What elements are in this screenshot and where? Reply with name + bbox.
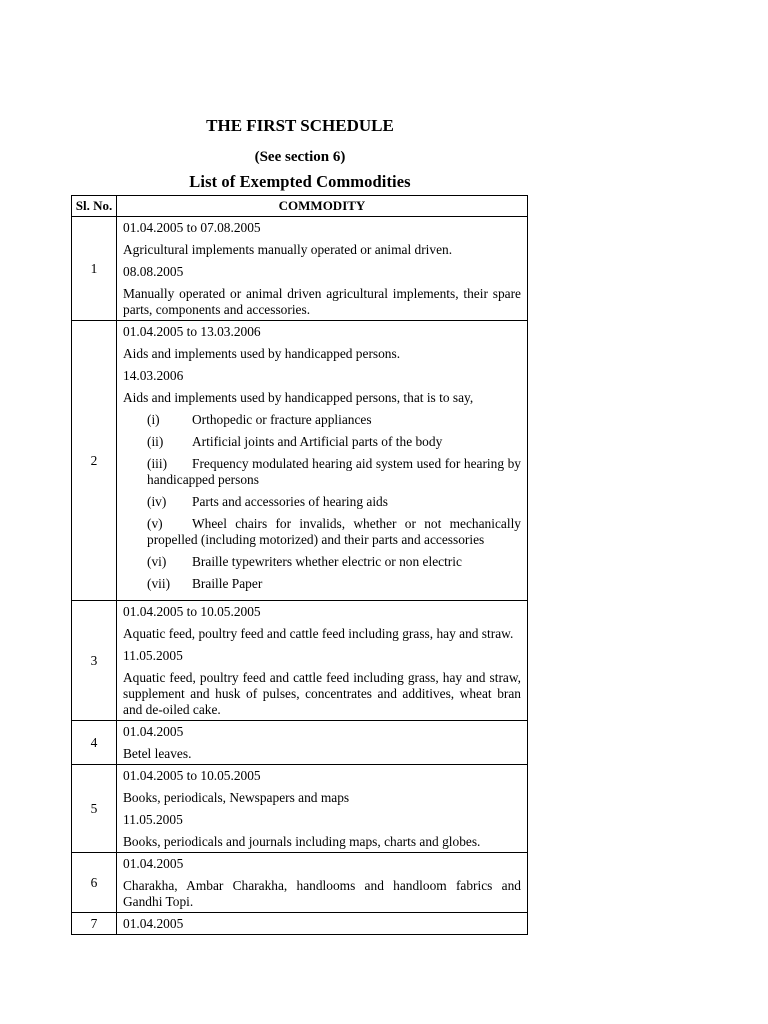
sub-item-number: (vi)	[147, 554, 167, 569]
table-header-row	[72, 196, 528, 217]
serial-number: 6	[72, 853, 117, 913]
effective-date: 11.05.2005	[123, 648, 183, 663]
table-row	[72, 321, 528, 601]
commodity-cell	[117, 217, 528, 321]
effective-date: 11.05.2005	[123, 812, 183, 827]
effective-date: 08.08.2005	[123, 264, 184, 279]
commodity-header: COMMODITY	[117, 196, 528, 217]
sub-item	[123, 494, 521, 510]
sub-item-text: Braille typewriters whether electric or non electric	[192, 554, 462, 569]
commodity-cell	[117, 601, 528, 721]
commodity-description: Books, periodicals, Newspapers and maps	[123, 790, 350, 805]
sub-item-number: (vii)	[147, 576, 171, 591]
commodity-cell	[117, 853, 528, 913]
sub-item	[123, 434, 521, 450]
effective-date: 01.04.2005 to 10.05.2005	[123, 604, 261, 619]
sub-item-number: (iii)	[147, 456, 168, 471]
table-row	[72, 721, 528, 765]
commodity-table	[71, 195, 528, 935]
commodity-cell	[117, 721, 528, 765]
commodity-description: Betel leaves.	[123, 746, 192, 761]
list-title: List of Exempted Commodities	[189, 172, 411, 191]
serial-number: 5	[72, 765, 117, 853]
sub-item-number: (i)	[147, 412, 160, 427]
sub-item-number: (v)	[147, 516, 163, 531]
commodity-description: Aids and implements used by handicapped persons, that is to say,	[123, 390, 474, 405]
commodity-description: Manually operated or animal driven agricultural implements, their spare parts, components and accessories.	[123, 286, 521, 317]
commodity-description: Aquatic feed, poultry feed and cattle feed including grass, hay and straw.	[123, 626, 514, 641]
sub-item-text: Parts and accessories of hearing aids	[192, 494, 388, 509]
commodity-description: Aids and implements used by handicapped persons.	[123, 346, 401, 361]
sub-item-text: Frequency modulated hearing aid system used for hearing by handicapped persons	[147, 456, 521, 487]
commodity-description: Aquatic feed, poultry feed and cattle feed including grass, hay and straw, supplement and husk of pulses, concentrates and additives, wheat bran and de-oiled cake.	[123, 670, 521, 717]
table-row	[72, 913, 528, 935]
sub-item-text: Braille Paper	[192, 576, 263, 591]
serial-number: 4	[72, 721, 117, 765]
commodity-cell	[117, 913, 528, 935]
effective-date: 01.04.2005 to 07.08.2005	[123, 220, 261, 235]
effective-date: 01.04.2005	[123, 856, 184, 871]
commodity-cell	[117, 765, 528, 853]
serial-number: 7	[72, 913, 117, 935]
sub-item-number: (iv)	[147, 494, 167, 509]
sub-item	[123, 412, 521, 428]
sub-item-text: Wheel chairs for invalids, whether or not mechanically propelled (including motorized) and their parts and accessories	[147, 516, 521, 547]
sub-item-number: (ii)	[147, 434, 164, 449]
sub-item	[123, 576, 521, 592]
serial-number: 1	[72, 217, 117, 321]
effective-date: 14.03.2006	[123, 368, 184, 383]
sub-item-text: Artificial joints and Artificial parts of the body	[192, 434, 443, 449]
sub-item	[123, 516, 521, 548]
sl-no-header: Sl. No.	[72, 196, 117, 217]
effective-date: 01.04.2005	[123, 916, 184, 931]
effective-date: 01.04.2005 to 10.05.2005	[123, 768, 261, 783]
table-row	[72, 601, 528, 721]
commodity-description: Agricultural implements manually operated or animal driven.	[123, 242, 453, 257]
schedule-heading: THE FIRST SCHEDULE	[206, 116, 394, 135]
sub-item	[123, 456, 521, 488]
effective-date: 01.04.2005 to 13.03.2006	[123, 324, 261, 339]
serial-number: 3	[72, 601, 117, 721]
serial-number: 2	[72, 321, 117, 601]
table-body	[72, 217, 528, 935]
commodity-description: Charakha, Ambar Charakha, handlooms and handloom fabrics and Gandhi Topi.	[123, 878, 521, 909]
table-row	[72, 217, 528, 321]
sub-item	[123, 554, 521, 570]
section-reference: (See section 6)	[254, 149, 346, 165]
table-row	[72, 853, 528, 913]
table-row	[72, 765, 528, 853]
sub-item-text: Orthopedic or fracture appliances	[192, 412, 372, 427]
commodity-cell	[117, 321, 528, 601]
effective-date: 01.04.2005	[123, 724, 184, 739]
commodity-description: Books, periodicals and journals including maps, charts and globes.	[123, 834, 481, 849]
